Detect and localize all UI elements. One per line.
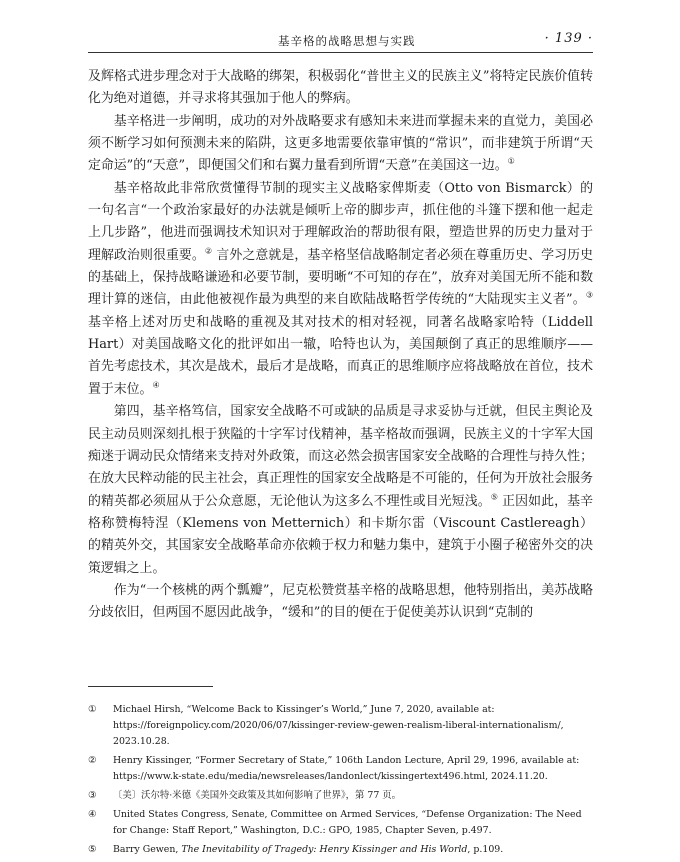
footnote (88, 788, 593, 804)
paragraph: 基辛格故此非常欣赏懂得节制的现实主义战略家俾斯麦（Otto von Bismarck）的一句名言“一个政治家最好的办法就是倾听上帝的脚步声，抓住他的斗篷下摆和他一起走上几步路”，他进而强调技术知识对于理解政治的帮助很有限，塑造世界的历史力量对于理解政治则很重要。② 言外之意就是，基辛格坚信战略制定者必须在尊重历史、学习历史的基础上，保持战略谦逊和必要节制，要明晰“不可知的存在”，放弃对美国无所不能和数理计算的迷信，由此他被视作最为典型的来自欧陆战略哲学传统的“大陆现实主义者”。③ 基辛格上述对历史和战略的重视及其对技术的相对轻视，同著名战略家哈特（Liddell Hart）对美国战略文化的批评如出一辙，哈特也认为，美国颠倒了真正的思维顺序——首先考虑技术，其次是战术，最后才是战略，而真正的思维顺序应将战略放在首位，技术置于末位。④ (88, 180, 594, 397)
footnote-number: ⑤ (88, 844, 97, 855)
body-text (88, 66, 593, 625)
footnote-text: Henry Kissinger, “Former Secretary of State,” 106th Landon Lecture, April 29, 1996, available at: https://www.k-state.edu/media/newsreleases/landonlect/kissingertext496.html, 2024.11.20. (113, 755, 580, 782)
footnote (88, 702, 593, 750)
paragraph: 及辉格式进步理念对于大战略的绑架，积极弱化“普世主义的民族主义”将特定民族价值转化为绝对道德，并寻求将其强加于他人的弊病。 (88, 69, 593, 107)
footnote (88, 753, 593, 785)
footnote-ref: ② (204, 246, 213, 256)
footnote-text: United States Congress, Senate, Committee on Armed Services, “Defense Organization: The Need for Change: Staff Report,” Washington, D.C.: GPO, 1985, Chapter Seven, p.497. (113, 809, 582, 836)
header-rule (88, 52, 593, 53)
running-title: 基辛格的战略思想与实践 (278, 34, 416, 48)
footnote (88, 807, 593, 839)
book-title: The Inevitability of Tragedy: Henry Kissinger and His World (181, 844, 468, 855)
footnote-rule (88, 686, 213, 687)
footnote-text: Michael Hirsh, “Welcome Back to Kissinger’s World,” June 7, 2020, available at: https://foreignpolicy.com/2020/06/07/kissinger-review-gewen-realism-liberal-internationalism/, 2023.10.28. (113, 704, 564, 747)
footnote-ref: ④ (152, 380, 160, 390)
footnote-text: 〔美〕沃尔特·米德《美国外交政策及其如何影响了世界》，第 77 页。 (113, 790, 402, 801)
footnote-ref: ③ (585, 291, 593, 301)
footnote-number: ② (88, 755, 97, 766)
footnote-ref: ① (507, 157, 515, 167)
footnote-number: ③ (88, 790, 97, 801)
footnotes (88, 702, 593, 861)
paragraph: 第四，基辛格笃信，国家安全战略不可或缺的品质是寻求妥协与迁就，但民主舆论及民主动员则深刻扎根于狭隘的十字军讨伐精神，基辛格故而强调，民族主义的十字军大国痴迷于调动民众情绪来支持对外政策，而这必然会损害国家安全战略的合理性与持久性；在放大民粹动能的民主社会，真正理性的国家安全战略是不可能的，任何为开放社会服务的精英都必须屈从于公众意愿，无论他认为这多么不理性或目光短浅。⑤ 正因如此，基辛格称赞梅特涅（Klemens von Metternich）和卡斯尔雷（Viscount Castlereagh）的精英外交，其国家安全战略革命亦依赖于权力和魅力集中，建筑于小圈子秘密外交的决策逻辑之上。 (88, 404, 594, 576)
paragraph: 作为“一个核桃的两个瓢瓣”，尼克松赞赏基辛格的战略思想，他特别指出，美苏战略分歧依旧，但两国不愿因此战争，“缓和”的目的便在于促使美苏认识到“克制的 (88, 582, 593, 621)
footnote-number: ① (88, 704, 97, 715)
footnote (88, 842, 593, 858)
running-header (88, 31, 593, 51)
footnote-text: Barry Gewen, The Inevitability of Tragedy: Henry Kissinger and His World, p.109. (113, 844, 504, 855)
page-number: · 139 · (544, 31, 593, 46)
footnote-ref: ⑤ (490, 492, 498, 502)
paragraph: 基辛格进一步阐明，成功的对外战略要求有感知未来进而掌握未来的直觉力，美国必须不断学习如何预测未来的陷阱，这更多地需要依靠审慎的“常识”，而非建筑于所谓“天定命运”的“天意”，即便国父们和右翼力量看到所谓“天意”在美国这一边。① (88, 113, 593, 174)
footnote-number: ④ (88, 809, 97, 820)
